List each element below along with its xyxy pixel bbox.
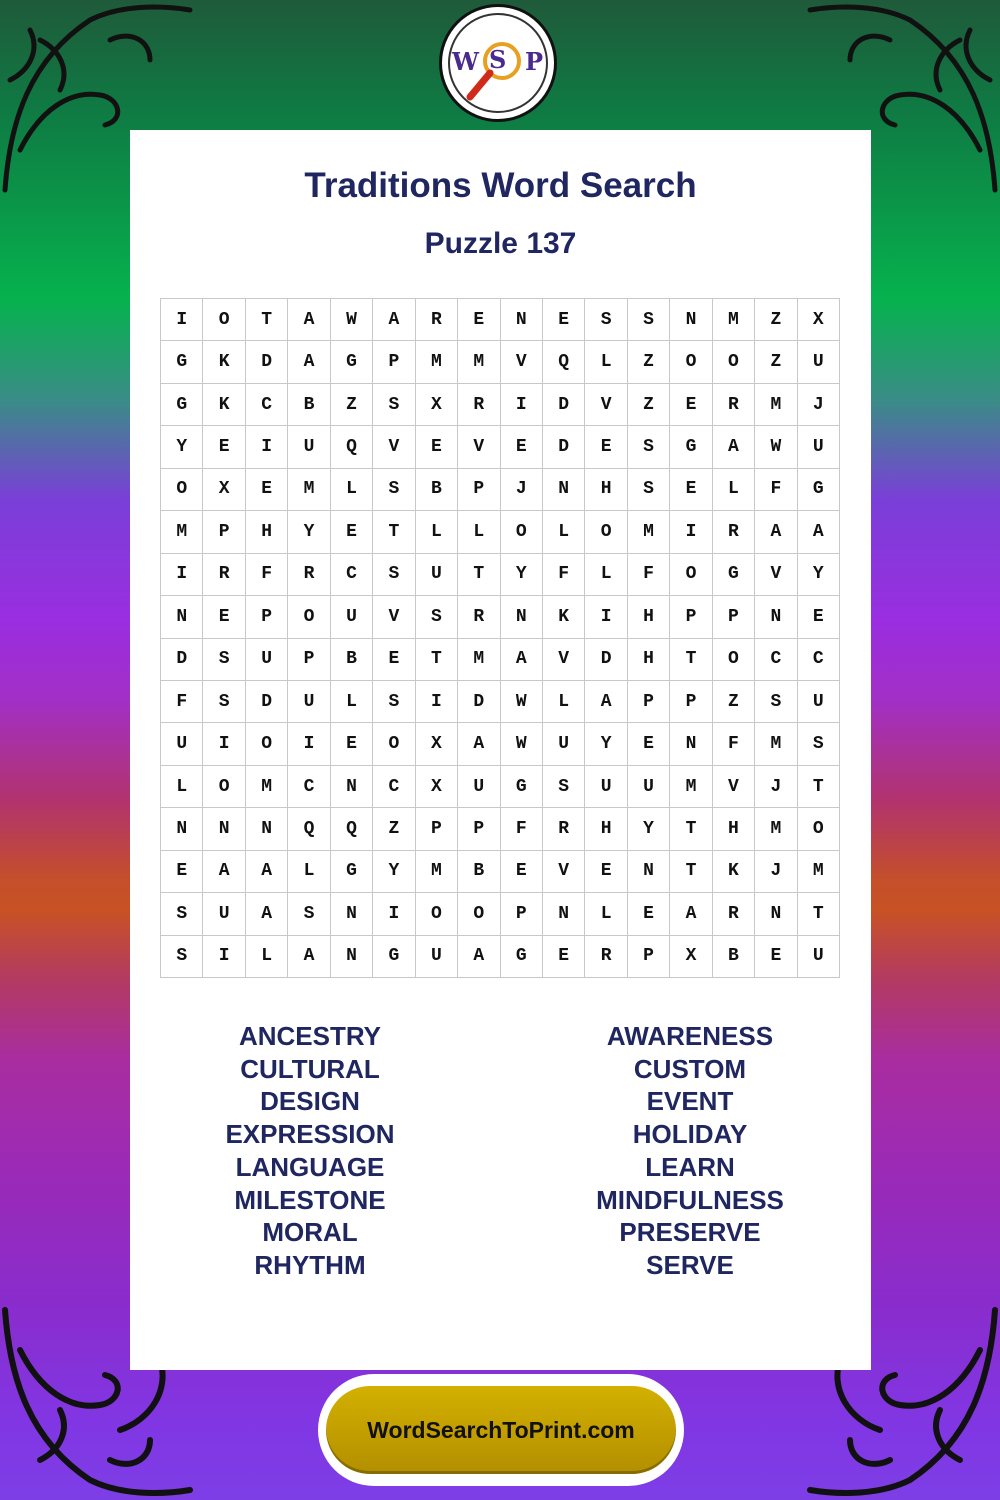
- word-item: LEARN: [645, 1151, 735, 1182]
- grid-cell: L: [585, 893, 627, 935]
- grid-cell: D: [543, 426, 585, 468]
- grid-cell: D: [585, 639, 627, 681]
- grid-cell: C: [798, 639, 840, 681]
- grid-cell: U: [331, 596, 373, 638]
- grid-cell: V: [755, 554, 797, 596]
- grid-cell: N: [755, 596, 797, 638]
- grid-cell: E: [203, 426, 245, 468]
- grid-cell: A: [458, 936, 500, 978]
- grid-cell: T: [416, 639, 458, 681]
- grid-cell: L: [416, 511, 458, 553]
- grid-cell: U: [161, 723, 203, 765]
- grid-cell: N: [161, 596, 203, 638]
- grid-cell: R: [458, 384, 500, 426]
- grid-cell: I: [246, 426, 288, 468]
- grid-cell: E: [416, 426, 458, 468]
- puzzle-sheet: [130, 130, 871, 1370]
- grid-cell: L: [543, 681, 585, 723]
- grid-cell: A: [670, 893, 712, 935]
- grid-cell: B: [416, 469, 458, 511]
- grid-cell: B: [288, 384, 330, 426]
- grid-cell: Q: [331, 808, 373, 850]
- grid-cell: X: [416, 723, 458, 765]
- grid-cell: U: [543, 723, 585, 765]
- grid-cell: E: [501, 851, 543, 893]
- grid-cell: P: [713, 596, 755, 638]
- grid-cell: P: [288, 639, 330, 681]
- grid-cell: H: [628, 596, 670, 638]
- grid-cell: Z: [628, 384, 670, 426]
- grid-cell: C: [755, 639, 797, 681]
- grid-cell: N: [670, 299, 712, 341]
- grid-cell: L: [585, 554, 627, 596]
- grid-cell: U: [203, 893, 245, 935]
- grid-cell: N: [501, 596, 543, 638]
- grid-cell: E: [458, 299, 500, 341]
- grid-cell: G: [161, 341, 203, 383]
- grid-cell: A: [246, 893, 288, 935]
- grid-cell: K: [203, 384, 245, 426]
- grid-cell: J: [755, 766, 797, 808]
- grid-cell: G: [331, 341, 373, 383]
- grid-cell: M: [458, 341, 500, 383]
- grid-cell: Y: [585, 723, 627, 765]
- grid-cell: P: [373, 341, 415, 383]
- grid-cell: D: [161, 639, 203, 681]
- grid-cell: E: [798, 596, 840, 638]
- word-item: HOLIDAY: [632, 1119, 748, 1150]
- grid-cell: V: [458, 426, 500, 468]
- grid-cell: M: [670, 766, 712, 808]
- grid-cell: A: [246, 851, 288, 893]
- grid-cell: A: [755, 511, 797, 553]
- grid-cell: W: [501, 681, 543, 723]
- grid-cell: E: [543, 299, 585, 341]
- grid-cell: S: [288, 893, 330, 935]
- grid-cell: A: [288, 299, 330, 341]
- grid-cell: Z: [331, 384, 373, 426]
- grid-cell: F: [755, 469, 797, 511]
- grid-cell: G: [713, 554, 755, 596]
- grid-cell: N: [670, 723, 712, 765]
- grid-cell: H: [246, 511, 288, 553]
- letter-grid: [160, 298, 840, 978]
- grid-cell: W: [331, 299, 373, 341]
- word-item: MORAL: [262, 1217, 358, 1248]
- grid-cell: E: [543, 936, 585, 978]
- grid-cell: U: [288, 681, 330, 723]
- grid-cell: C: [373, 766, 415, 808]
- grid-cell: I: [373, 893, 415, 935]
- grid-cell: U: [798, 681, 840, 723]
- grid-cell: I: [670, 511, 712, 553]
- page-title: Traditions Word Search: [304, 166, 697, 205]
- grid-cell: S: [203, 639, 245, 681]
- grid-cell: X: [416, 766, 458, 808]
- grid-cell: R: [458, 596, 500, 638]
- site-link[interactable]: WordSearchToPrint.com: [326, 1386, 676, 1474]
- grid-cell: U: [798, 936, 840, 978]
- grid-cell: N: [331, 766, 373, 808]
- grid-cell: P: [670, 681, 712, 723]
- word-item: AWARENESS: [606, 1021, 774, 1051]
- grid-cell: N: [543, 469, 585, 511]
- grid-cell: P: [670, 596, 712, 638]
- grid-cell: L: [288, 851, 330, 893]
- grid-cell: S: [628, 426, 670, 468]
- grid-cell: U: [585, 766, 627, 808]
- grid-cell: E: [755, 936, 797, 978]
- grid-cell: U: [246, 639, 288, 681]
- grid-cell: F: [543, 554, 585, 596]
- grid-cell: G: [161, 384, 203, 426]
- grid-cell: E: [585, 851, 627, 893]
- grid-cell: S: [628, 299, 670, 341]
- grid-cell: S: [373, 384, 415, 426]
- grid-cell: O: [585, 511, 627, 553]
- grid-cell: I: [416, 681, 458, 723]
- grid-cell: T: [670, 851, 712, 893]
- grid-cell: Q: [288, 808, 330, 850]
- grid-cell: M: [628, 511, 670, 553]
- grid-cell: I: [203, 936, 245, 978]
- grid-cell: D: [246, 681, 288, 723]
- grid-cell: T: [373, 511, 415, 553]
- grid-cell: Y: [161, 426, 203, 468]
- grid-cell: P: [458, 808, 500, 850]
- grid-cell: F: [713, 723, 755, 765]
- grid-cell: Q: [543, 341, 585, 383]
- grid-cell: G: [501, 766, 543, 808]
- word-item: RHYTHM: [254, 1249, 366, 1280]
- grid-cell: E: [331, 511, 373, 553]
- grid-cell: P: [628, 936, 670, 978]
- grid-cell: O: [713, 341, 755, 383]
- grid-cell: J: [755, 851, 797, 893]
- grid-cell: T: [670, 639, 712, 681]
- grid-cell: K: [543, 596, 585, 638]
- grid-cell: L: [331, 681, 373, 723]
- grid-cell: M: [416, 341, 458, 383]
- grid-cell: S: [373, 554, 415, 596]
- grid-cell: D: [543, 384, 585, 426]
- grid-cell: S: [161, 893, 203, 935]
- grid-cell: V: [713, 766, 755, 808]
- grid-cell: T: [670, 808, 712, 850]
- grid-cell: X: [416, 384, 458, 426]
- grid-cell: M: [246, 766, 288, 808]
- grid-cell: O: [670, 554, 712, 596]
- grid-cell: X: [798, 299, 840, 341]
- grid-cell: R: [713, 384, 755, 426]
- grid-cell: M: [755, 808, 797, 850]
- logo-letter-p: P: [525, 47, 544, 76]
- grid-cell: Y: [798, 554, 840, 596]
- grid-cell: U: [416, 936, 458, 978]
- grid-cell: V: [373, 426, 415, 468]
- grid-cell: R: [416, 299, 458, 341]
- grid-cell: F: [628, 554, 670, 596]
- grid-cell: E: [203, 596, 245, 638]
- grid-cell: H: [585, 469, 627, 511]
- grid-cell: L: [246, 936, 288, 978]
- grid-cell: U: [288, 426, 330, 468]
- grid-cell: N: [501, 299, 543, 341]
- grid-cell: H: [628, 639, 670, 681]
- grid-cell: D: [458, 681, 500, 723]
- grid-cell: L: [331, 469, 373, 511]
- grid-cell: V: [501, 341, 543, 383]
- grid-cell: P: [246, 596, 288, 638]
- grid-cell: W: [501, 723, 543, 765]
- wsp-logo: [439, 4, 557, 122]
- grid-cell: I: [203, 723, 245, 765]
- grid-cell: Z: [755, 341, 797, 383]
- grid-cell: Y: [373, 851, 415, 893]
- grid-cell: A: [373, 299, 415, 341]
- grid-cell: O: [458, 893, 500, 935]
- grid-cell: O: [373, 723, 415, 765]
- grid-cell: A: [203, 851, 245, 893]
- grid-cell: B: [458, 851, 500, 893]
- grid-cell: C: [288, 766, 330, 808]
- grid-cell: O: [203, 766, 245, 808]
- grid-cell: N: [331, 893, 373, 935]
- grid-cell: L: [458, 511, 500, 553]
- grid-cell: A: [501, 639, 543, 681]
- grid-cell: P: [458, 469, 500, 511]
- word-item: SERVE: [646, 1249, 734, 1280]
- grid-cell: Z: [373, 808, 415, 850]
- grid-cell: M: [161, 511, 203, 553]
- grid-cell: T: [798, 766, 840, 808]
- grid-cell: O: [161, 469, 203, 511]
- grid-cell: Y: [628, 808, 670, 850]
- grid-cell: U: [628, 766, 670, 808]
- grid-cell: J: [501, 469, 543, 511]
- grid-cell: I: [501, 384, 543, 426]
- grid-cell: G: [331, 851, 373, 893]
- grid-cell: S: [161, 936, 203, 978]
- grid-cell: F: [246, 554, 288, 596]
- puzzle-number: Puzzle 137: [424, 227, 577, 260]
- logo-letter-s: S: [489, 45, 507, 74]
- grid-cell: C: [246, 384, 288, 426]
- grid-cell: N: [331, 936, 373, 978]
- grid-cell: V: [585, 384, 627, 426]
- grid-cell: U: [458, 766, 500, 808]
- grid-cell: S: [373, 469, 415, 511]
- grid-cell: E: [585, 426, 627, 468]
- grid-cell: S: [628, 469, 670, 511]
- grid-cell: P: [416, 808, 458, 850]
- grid-cell: V: [543, 639, 585, 681]
- grid-cell: N: [628, 851, 670, 893]
- grid-cell: O: [246, 723, 288, 765]
- grid-cell: S: [203, 681, 245, 723]
- grid-cell: R: [543, 808, 585, 850]
- grid-cell: V: [373, 596, 415, 638]
- word-item: ANCESTRY: [238, 1021, 382, 1051]
- grid-cell: E: [670, 384, 712, 426]
- grid-cell: U: [416, 554, 458, 596]
- grid-cell: T: [458, 554, 500, 596]
- grid-cell: E: [628, 893, 670, 935]
- grid-cell: Y: [288, 511, 330, 553]
- word-item: MILESTONE: [234, 1184, 386, 1215]
- logo-letter-w: W: [452, 47, 479, 76]
- grid-cell: A: [713, 426, 755, 468]
- grid-cell: R: [713, 511, 755, 553]
- word-item: LANGUAGE: [235, 1151, 385, 1182]
- grid-cell: I: [585, 596, 627, 638]
- grid-cell: H: [585, 808, 627, 850]
- word-item: EXPRESSION: [225, 1119, 395, 1150]
- grid-cell: P: [203, 511, 245, 553]
- word-item: EVENT: [646, 1086, 734, 1117]
- grid-cell: I: [161, 299, 203, 341]
- grid-cell: K: [203, 341, 245, 383]
- grid-cell: O: [670, 341, 712, 383]
- grid-cell: O: [501, 511, 543, 553]
- grid-cell: O: [713, 639, 755, 681]
- grid-cell: L: [713, 469, 755, 511]
- grid-cell: B: [331, 639, 373, 681]
- grid-cell: L: [543, 511, 585, 553]
- grid-cell: M: [458, 639, 500, 681]
- grid-cell: R: [288, 554, 330, 596]
- grid-cell: R: [585, 936, 627, 978]
- grid-cell: T: [246, 299, 288, 341]
- grid-cell: V: [543, 851, 585, 893]
- grid-cell: M: [755, 723, 797, 765]
- grid-cell: E: [670, 469, 712, 511]
- grid-cell: Q: [331, 426, 373, 468]
- word-item: CUSTOM: [633, 1053, 747, 1084]
- grid-cell: X: [203, 469, 245, 511]
- grid-cell: I: [288, 723, 330, 765]
- grid-cell: A: [458, 723, 500, 765]
- word-list-left: [130, 1020, 490, 1282]
- grid-cell: N: [161, 808, 203, 850]
- grid-cell: S: [416, 596, 458, 638]
- grid-cell: G: [670, 426, 712, 468]
- grid-cell: P: [501, 893, 543, 935]
- grid-cell: E: [331, 723, 373, 765]
- grid-cell: Z: [755, 299, 797, 341]
- grid-cell: S: [373, 681, 415, 723]
- grid-cell: O: [798, 808, 840, 850]
- grid-cell: M: [713, 299, 755, 341]
- grid-cell: O: [416, 893, 458, 935]
- grid-cell: A: [798, 511, 840, 553]
- grid-cell: L: [585, 341, 627, 383]
- grid-cell: A: [288, 341, 330, 383]
- grid-cell: A: [585, 681, 627, 723]
- grid-cell: N: [755, 893, 797, 935]
- word-item: CULTURAL: [240, 1053, 380, 1084]
- site-banner[interactable]: [318, 1374, 684, 1486]
- grid-cell: H: [713, 808, 755, 850]
- grid-cell: E: [501, 426, 543, 468]
- grid-cell: U: [798, 426, 840, 468]
- word-item: DESIGN: [260, 1086, 360, 1117]
- grid-cell: R: [203, 554, 245, 596]
- grid-cell: S: [543, 766, 585, 808]
- grid-cell: E: [373, 639, 415, 681]
- grid-cell: E: [161, 851, 203, 893]
- grid-cell: S: [585, 299, 627, 341]
- grid-cell: U: [798, 341, 840, 383]
- grid-cell: M: [755, 384, 797, 426]
- grid-cell: O: [288, 596, 330, 638]
- grid-cell: C: [331, 554, 373, 596]
- word-list-right: [510, 1020, 870, 1282]
- grid-cell: Y: [501, 554, 543, 596]
- grid-cell: R: [713, 893, 755, 935]
- grid-cell: N: [246, 808, 288, 850]
- grid-cell: W: [755, 426, 797, 468]
- grid-cell: N: [543, 893, 585, 935]
- grid-cell: P: [628, 681, 670, 723]
- grid-cell: G: [501, 936, 543, 978]
- grid-cell: F: [161, 681, 203, 723]
- grid-cell: G: [798, 469, 840, 511]
- grid-cell: F: [501, 808, 543, 850]
- grid-cell: G: [373, 936, 415, 978]
- grid-cell: D: [246, 341, 288, 383]
- grid-cell: N: [203, 808, 245, 850]
- grid-cell: L: [161, 766, 203, 808]
- word-item: MINDFULNESS: [596, 1184, 784, 1215]
- grid-cell: Z: [713, 681, 755, 723]
- grid-cell: S: [755, 681, 797, 723]
- grid-cell: K: [713, 851, 755, 893]
- word-item: PRESERVE: [619, 1217, 761, 1248]
- grid-cell: M: [798, 851, 840, 893]
- grid-cell: E: [246, 469, 288, 511]
- grid-cell: E: [628, 723, 670, 765]
- grid-cell: T: [798, 893, 840, 935]
- grid-cell: S: [798, 723, 840, 765]
- grid-cell: X: [670, 936, 712, 978]
- grid-cell: M: [416, 851, 458, 893]
- grid-cell: Z: [628, 341, 670, 383]
- grid-cell: I: [161, 554, 203, 596]
- grid-cell: M: [288, 469, 330, 511]
- grid-cell: J: [798, 384, 840, 426]
- grid-cell: A: [288, 936, 330, 978]
- grid-cell: O: [203, 299, 245, 341]
- grid-cell: B: [713, 936, 755, 978]
